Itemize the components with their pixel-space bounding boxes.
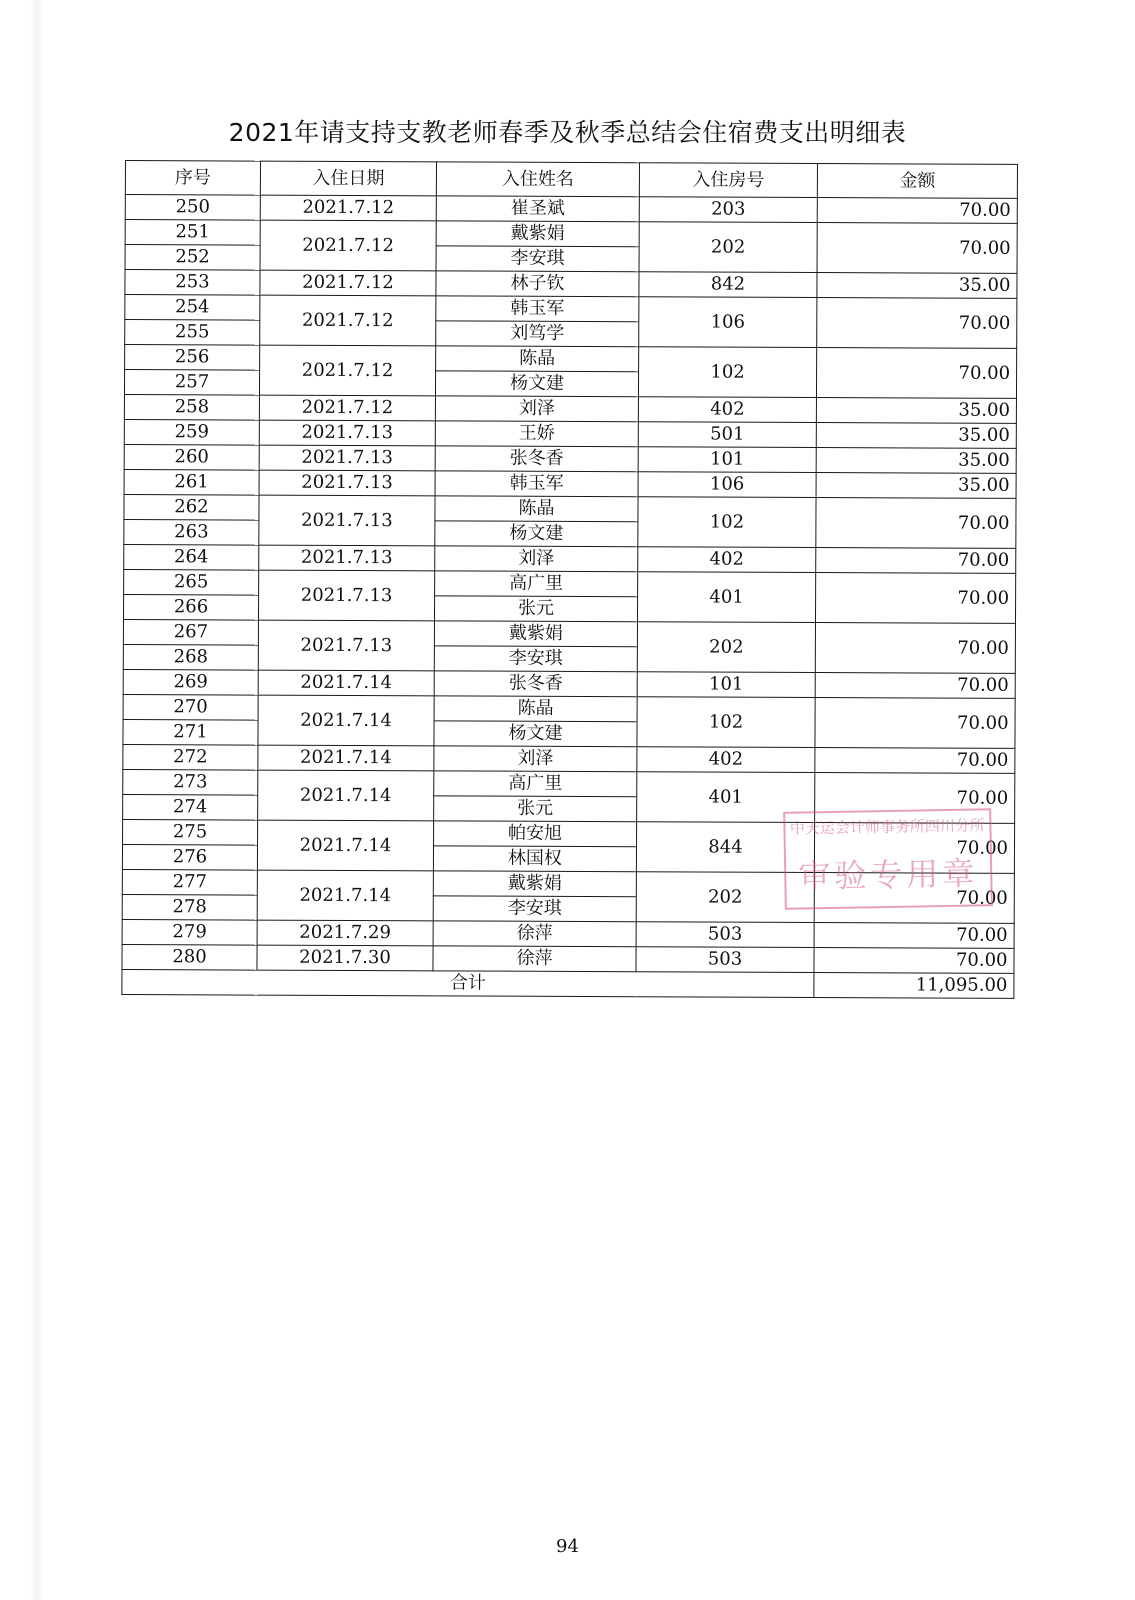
date-cell: 2021.7.12	[260, 270, 436, 296]
name-cell: 帕安旭	[434, 821, 637, 847]
amount-cell: 70.00	[814, 948, 1014, 974]
table-row	[123, 769, 1015, 798]
seq-cell: 257	[124, 370, 259, 396]
room-cell: 503	[636, 922, 814, 948]
seq-cell: 265	[124, 569, 259, 595]
seq-cell: 274	[123, 794, 258, 820]
seq-cell: 266	[123, 594, 258, 620]
seq-cell: 261	[124, 469, 259, 495]
amount-cell: 70.00	[814, 873, 1014, 924]
name-cell: 张元	[434, 596, 637, 622]
date-cell: 2021.7.12	[260, 195, 436, 221]
room-cell: 203	[639, 197, 817, 223]
seq-cell: 260	[124, 444, 259, 470]
stamp-org-text: 中天运会计师事务所四川分所	[789, 816, 986, 838]
room-cell: 503	[636, 947, 814, 973]
total-amount: 11,095.00	[814, 973, 1014, 999]
date-cell: 2021.7.14	[257, 820, 433, 871]
amount-cell: 70.00	[816, 348, 1016, 399]
name-cell: 王娇	[435, 421, 638, 447]
table-row	[123, 669, 1015, 698]
room-cell: 402	[638, 397, 816, 423]
room-cell: 102	[638, 347, 816, 398]
seq-cell: 264	[124, 544, 259, 570]
room-cell: 101	[638, 447, 816, 473]
amount-cell: 70.00	[815, 748, 1015, 774]
page-number: 94	[556, 1536, 579, 1557]
name-cell: 陈晶	[435, 496, 638, 522]
table-row	[125, 295, 1017, 324]
audit-stamp	[783, 808, 993, 910]
date-cell: 2021.7.29	[257, 920, 433, 946]
seq-cell: 273	[123, 769, 258, 795]
column-header-room: 入住房号	[639, 163, 817, 198]
name-cell: 杨文建	[435, 521, 638, 547]
amount-cell: 35.00	[816, 448, 1016, 474]
date-cell: 2021.7.14	[258, 670, 434, 696]
seq-cell: 275	[123, 819, 258, 845]
seq-cell: 280	[122, 944, 257, 970]
scan-edge-shadow	[30, 0, 44, 1600]
seq-cell: 278	[122, 894, 257, 920]
date-cell: 2021.7.13	[259, 470, 435, 496]
table-row	[124, 469, 1016, 498]
room-cell: 202	[639, 222, 817, 273]
date-cell: 2021.7.14	[258, 770, 434, 821]
date-cell: 2021.7.30	[257, 945, 433, 971]
total-row	[122, 969, 1014, 998]
date-cell: 2021.7.13	[259, 495, 435, 546]
amount-cell: 70.00	[817, 298, 1017, 349]
room-cell: 402	[637, 747, 815, 773]
name-cell: 韩玉军	[435, 471, 638, 497]
name-cell: 林子钦	[436, 271, 639, 297]
name-cell: 戴紫娟	[436, 221, 639, 247]
date-cell: 2021.7.13	[259, 545, 435, 571]
room-cell: 202	[637, 622, 815, 673]
date-cell: 2021.7.13	[259, 445, 435, 471]
table-row	[122, 919, 1014, 948]
seq-cell: 279	[122, 919, 257, 945]
seq-cell: 250	[125, 195, 260, 221]
column-header-amount: 金额	[817, 164, 1017, 199]
name-cell: 陈晶	[434, 696, 637, 722]
page-title: 2021年请支持支教老师春季及秋季总结会住宿费支出明细表	[228, 118, 907, 147]
amount-cell: 70.00	[817, 223, 1017, 274]
room-cell: 844	[636, 822, 814, 873]
date-cell: 2021.7.12	[259, 345, 435, 396]
amount-cell: 70.00	[814, 923, 1014, 949]
total-label: 合计	[122, 969, 814, 997]
name-cell: 崔圣斌	[436, 196, 639, 222]
amount-cell: 70.00	[815, 773, 1015, 824]
seq-cell: 256	[125, 345, 260, 371]
room-cell: 102	[638, 497, 816, 548]
amount-cell: 35.00	[816, 423, 1016, 449]
table-row	[124, 569, 1016, 598]
amount-cell: 70.00	[817, 198, 1017, 224]
table-row	[124, 394, 1016, 423]
name-cell: 李安琪	[436, 246, 639, 272]
date-cell: 2021.7.12	[259, 395, 435, 421]
name-cell: 高广里	[434, 771, 637, 797]
name-cell: 韩玉军	[436, 296, 639, 322]
name-cell: 戴紫娟	[433, 871, 636, 897]
name-cell: 杨文建	[434, 721, 637, 747]
date-cell: 2021.7.13	[259, 420, 435, 446]
name-cell: 李安琪	[433, 896, 636, 922]
table-row	[123, 744, 1015, 773]
stamp-title-text: 审验专用章	[797, 854, 979, 896]
name-cell: 张冬香	[434, 671, 637, 697]
seq-cell: 258	[124, 394, 259, 420]
date-cell: 2021.7.12	[260, 295, 436, 346]
table-row	[125, 270, 1017, 299]
date-cell: 2021.7.13	[258, 570, 434, 621]
name-cell: 刘泽	[435, 396, 638, 422]
column-header-date: 入住日期	[260, 161, 436, 196]
table-row	[124, 494, 1016, 523]
seq-cell: 255	[125, 320, 260, 346]
seq-cell: 262	[124, 494, 259, 520]
seq-cell: 251	[125, 220, 260, 246]
seq-cell: 268	[123, 644, 258, 670]
name-cell: 徐萍	[433, 946, 636, 972]
name-cell: 刘笃学	[436, 321, 639, 347]
column-header-seq: 序号	[125, 161, 260, 196]
table-row	[124, 444, 1016, 473]
amount-cell: 70.00	[816, 548, 1016, 574]
date-cell: 2021.7.12	[260, 220, 436, 271]
table-row	[124, 544, 1016, 573]
table-row	[125, 195, 1017, 224]
room-cell: 102	[637, 697, 815, 748]
table-row	[123, 694, 1015, 723]
name-cell: 杨文建	[435, 371, 638, 397]
amount-cell: 70.00	[814, 823, 1014, 874]
seq-cell: 272	[123, 744, 258, 770]
table-row	[123, 619, 1015, 648]
name-cell: 张冬香	[435, 446, 638, 472]
room-cell: 101	[637, 672, 815, 698]
room-cell: 106	[639, 297, 817, 348]
seq-cell: 270	[123, 694, 258, 720]
date-cell: 2021.7.14	[258, 745, 434, 771]
amount-cell: 70.00	[816, 498, 1016, 549]
seq-cell: 253	[125, 270, 260, 296]
name-cell: 李安琪	[434, 646, 637, 672]
name-cell: 陈晶	[436, 346, 639, 372]
table-row	[125, 220, 1017, 249]
seq-cell: 269	[123, 669, 258, 695]
amount-cell: 70.00	[815, 573, 1015, 624]
room-cell: 401	[637, 772, 815, 823]
seq-cell: 252	[125, 245, 260, 271]
seq-cell: 254	[125, 295, 260, 321]
room-cell: 501	[638, 422, 816, 448]
name-cell: 戴紫娟	[434, 621, 637, 647]
seq-cell: 271	[123, 719, 258, 745]
room-cell: 402	[638, 547, 816, 573]
amount-cell: 70.00	[815, 623, 1015, 674]
seq-cell: 259	[124, 419, 259, 445]
amount-cell: 35.00	[816, 398, 1016, 424]
room-cell: 401	[637, 572, 815, 623]
seq-cell: 263	[124, 519, 259, 545]
room-cell: 106	[638, 472, 816, 498]
column-header-name: 入住姓名	[436, 162, 639, 197]
name-cell: 徐萍	[433, 921, 636, 947]
seq-cell: 267	[123, 619, 258, 645]
amount-cell: 35.00	[816, 473, 1016, 499]
name-cell: 张元	[434, 796, 637, 822]
name-cell: 刘泽	[434, 746, 637, 772]
seq-cell: 276	[122, 844, 257, 870]
table-header-row	[125, 161, 1017, 199]
date-cell: 2021.7.14	[258, 695, 434, 746]
table-row	[122, 944, 1014, 973]
amount-cell: 70.00	[815, 673, 1015, 699]
amount-cell: 35.00	[817, 273, 1017, 299]
name-cell: 刘泽	[435, 546, 638, 572]
seq-cell: 277	[122, 869, 257, 895]
name-cell: 林国权	[433, 846, 636, 872]
amount-cell: 70.00	[815, 698, 1015, 749]
table-row	[124, 419, 1016, 448]
table-row	[125, 345, 1017, 374]
date-cell: 2021.7.14	[257, 870, 433, 921]
date-cell: 2021.7.13	[258, 620, 434, 671]
room-cell: 842	[639, 272, 817, 298]
name-cell: 高广里	[435, 571, 638, 597]
room-cell: 202	[636, 872, 814, 923]
